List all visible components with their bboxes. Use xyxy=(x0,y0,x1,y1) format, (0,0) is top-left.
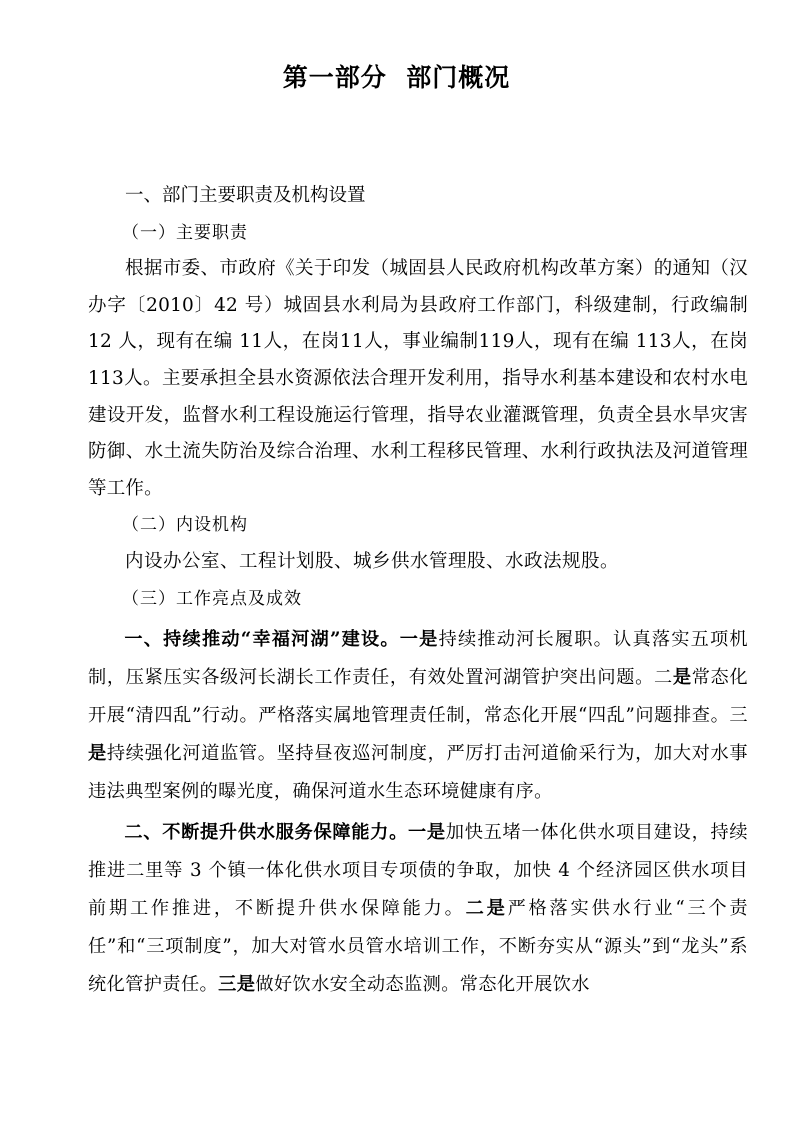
page-title: 第一部分 部门概况 xyxy=(282,63,511,92)
highlight-marker: 是 xyxy=(88,743,107,765)
highlight-marker: 一是 xyxy=(407,822,446,844)
document-body xyxy=(88,178,748,1004)
highlight-lead: 一、持续推动“幸福河湖”建设。 xyxy=(124,629,400,651)
paragraph-internal-units: 内设办公室、工程计划股、城乡供水管理股、水政法规股。 xyxy=(125,550,620,572)
highlight-text: 加快五堵一体化供水项目建设，持续推进二里等 3 个镇一体化供水项目专项债的争取，加快 4 个经济园区供水项目前期工作推进，不断提升供水保障能力。 xyxy=(88,822,748,920)
highlight-marker: 二是 xyxy=(465,898,508,920)
subsection-heading-internal-units: （二）内设机构 xyxy=(122,515,248,536)
highlight-marker: 是 xyxy=(672,667,692,689)
section-heading-duties-and-structure: 一、部门主要职责及机构设置 xyxy=(125,185,366,206)
highlight-text: 持续推动河长履职。认真落实五项机制，压紧压实各级河长湖长工作责任，有效处置河湖管护突出问题。二 xyxy=(88,629,748,689)
highlight-marker: 三是 xyxy=(218,974,256,996)
subsection-heading-main-duties: （一）主要职责 xyxy=(122,222,248,243)
highlight-text: 做好饮水安全动态监测。常态化开展饮水 xyxy=(255,974,590,996)
paragraph-highlight-water-supply xyxy=(88,814,748,1004)
highlight-marker: 一是 xyxy=(399,629,439,651)
highlight-text: 持续强化河道监管。坚持昼夜巡河制度，严厉打击河道偷采行为，加大对水事违法典型案例的曝光度，确保河道水生态环境健康有序。 xyxy=(88,743,748,803)
highlight-text: 严格落实供水行业“三个责任”和“三项制度”，加大对管水员管水培训工作，不断夯实从“源头”到“龙头”系统化管护责任。 xyxy=(88,898,749,996)
highlight-text: 常态化开展“清四乱”行动。严格落实属地管理责任制，常态化开展“四乱”问题排查。三 xyxy=(88,667,749,727)
paragraph-highlight-happy-rivers xyxy=(88,621,748,811)
subsection-heading-highlights: （三）工作亮点及成效 xyxy=(122,588,302,609)
highlight-lead: 二、不断提升供水服务保障能力。 xyxy=(124,822,408,844)
paragraph-main-duties: 根据市委、市政府《关于印发（城固县人民政府机构改革方案）的通知（汉办字〔2010〕42 号）城固县水利局为县政府工作部门，科级建制，行政编制 12 人，现有在编 11人，在岗11人，事业编制119人，现有在编 113人，在岗113人。主要承担全县水资源依法合理开发利用，指导水利基本建设和农村水电建设开发，监督水利工程设施运行管理，指导农业灌溉管理，负责全县水旱灾害防御、水土流失防治及综合治理、水利工程移民管理、水利行政执法及河道管理等工作。 xyxy=(88,258,748,499)
